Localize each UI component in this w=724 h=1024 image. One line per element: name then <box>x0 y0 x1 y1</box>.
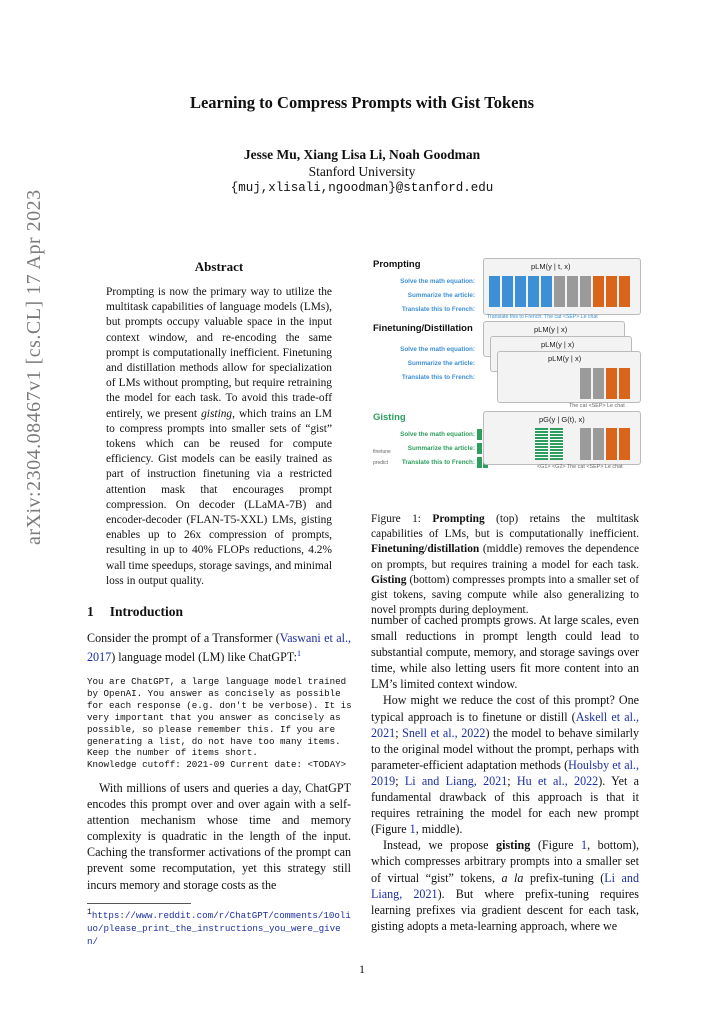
token-block <box>619 368 630 399</box>
author-list: Jesse Mu, Xiang Lisa Li, Noah Goodman <box>243 147 481 162</box>
token-block <box>528 276 539 307</box>
intro-paragraph-2: With millions of users and queries a day, ChatGPT encodes this prompt over and over again with a self-attention mechanism whose time and memory complexity is quadratic in the length of the input. Caching the transformer activations of the prompt can prevent some recomputation, yet this strategy still incurs memory and storage costs as the <box>87 781 351 892</box>
figure-caption: Figure 1: Prompting (top) retains the multitask capabilities of LMs, but is computationally inefficient. Finetuning/distillation (middle) removes the dependence on prompts, but requires training a model for each task. Gisting (bottom) compresses prompts into a smaller set of gist tokens, saving compute while also generalizing to novel prompts during deployment. <box>371 513 639 617</box>
citation-li-liang[interactable]: Li and Liang, 2021 <box>371 870 640 901</box>
token-block <box>606 428 617 460</box>
figure-section-gisting: Gisting <box>373 412 406 423</box>
sequence-ft: The cat <SEP> Le chat <box>569 403 625 409</box>
figure-prompt-math-ft: Solve the math equation: <box>400 346 475 353</box>
token-block <box>489 276 500 307</box>
figure-1 <box>371 253 639 503</box>
token-block <box>606 368 617 399</box>
token-block <box>567 276 578 307</box>
abstract-body: Prompting is now the primary way to utilize the multitask capabilities of language models (LMs), but prompts occupy valuable space in the input context window, and re-encoding the same prompt is computationally inefficient. Finetuning and distillation methods allow for specialization of LMs without prompting, but require retraining the model for each task. To avoid this trade-off entirely, we present gisting, which trains an LM to compress prompts into smaller sets of “gist” tokens which can be reused for compute efficiency. Gist models can be easily trained as part of instruction finetuning via a restricted attention mask that encourages prompt compression. On decoder (LLaMA-7B) and encoder-decoder (FLAN-T5-XXL) LMs, gisting enables up to 26x compression of prompts, resulting in up to 40% FLOPs reductions, 4.2% wall time speedups, storage savings, and minimal loss in output quality. <box>106 286 332 587</box>
figure-prompt-summarize-ft: Summarize the article: <box>407 360 475 367</box>
sequence-gist: <G1> <G2> The cat <SEP> Le chat <box>537 464 623 470</box>
figure-prompt-translate-ft: Translate this to French: <box>401 374 475 381</box>
token-block <box>502 276 513 307</box>
footnote-marker[interactable]: 1 <box>297 649 301 659</box>
affiliation: Stanford University <box>308 164 416 179</box>
token-block <box>606 276 617 307</box>
right-paragraph-3: Instead, we propose gisting (Figure 1, bottom), which compresses arbitrary prompts into a smaller set of virtual “gist” tokens, a la prefix-tuning (Li and Liang, 2021). But where prefix-tuning requires learning prefixes via gradient descent for each task, gisting adopts a meta-learning approach, where we <box>371 838 640 933</box>
token-block <box>580 276 591 307</box>
token-block <box>541 276 552 307</box>
token-block <box>580 428 591 460</box>
intro-paragraph-1: Consider the prompt of a Transformer (Vaswani et al., 2017) language model (LM) like ChatGPT:$^1$ <box>87 631 351 665</box>
figure-section-finetuning: Finetuning/Distillation <box>373 323 473 334</box>
formula-gist: pG(y | G(t), x) <box>539 415 585 424</box>
formula-ft-3: pLM(y | x) <box>548 354 582 363</box>
citation-houlsby[interactable]: Houlsby et al., 2019 <box>371 757 639 788</box>
footnote-link[interactable]: https://www.reddit.com/r/ChatGPT/comments/10oliuo/please_print_the_instructions_you_were_given/ <box>87 910 351 948</box>
footnote: $^1$https://www.reddit.com/r/ChatGPT/comments/10oliuo/please_print_the_instructions_you_were_given/ <box>87 908 351 948</box>
citation-li-liang[interactable]: Li and Liang, 2021 <box>404 773 508 788</box>
gist-activation <box>535 428 548 460</box>
token-block <box>593 428 604 460</box>
section-heading-introduction: 1 Introduction <box>87 604 184 619</box>
formula-ft-2: pLM(y | x) <box>541 340 575 349</box>
label-predict: predict <box>373 460 389 466</box>
figure-prompt-math: Solve the math equation: <box>400 278 475 285</box>
footnote-divider <box>87 903 191 904</box>
gist-token <box>477 457 482 468</box>
formula-prompting: pLM(y | t, x) <box>531 262 571 271</box>
citation-vaswani[interactable]: Vaswani et al., 2017 <box>87 631 351 665</box>
token-block <box>580 368 591 399</box>
right-paragraph-1: number of cached prompts grows. At large scales, even small reductions in prompt length could lead to substantial compute, memory, and storage savings over time, while also letting users fit more content into an LM’s limited context window. <box>371 613 639 692</box>
token-block <box>593 368 604 399</box>
sequence-prompting: Translate this to French: The cat <SEP> Le chat <box>487 314 598 320</box>
citation-hu[interactable]: Hu et al., 2022 <box>516 773 599 788</box>
token-block <box>619 276 630 307</box>
figure-ref[interactable]: 1 <box>409 822 416 837</box>
right-paragraph-2: How might we reduce the cost of this prompt? One typical approach is to finetune or distill (Askell et al., 2021; Snell et al., 2022) the model to behave similarly to the original model without the prompt, perhaps with parameter-efficient adaptation methods (Houlsby et al., 2019; Li and Liang, 2021; Hu et al., 2022). Yet a fundamental drawback of this approach is that it requires retraining the model for each new prompt (Figure 1, middle). <box>371 693 640 837</box>
token-block <box>554 276 565 307</box>
page-number: 1 <box>359 962 365 976</box>
label-finetune: finetune <box>373 449 391 455</box>
citation-askell[interactable]: Askell et al., 2021 <box>371 709 639 740</box>
figure-prompt-math-gist: Solve the math equation: <box>400 431 475 438</box>
chatgpt-prompt-text: You are ChatGPT, a large language model trained by OpenAI. You answer as concisely as possible for each response (e.g. don't be verbose). It is very important that you answer as concisely as possible, so please remember this. If you are generating a list, do not have too many items. Keep the number of items short. Knowledge cutoff: 2021-09 Current date: <TODAY> <box>87 676 352 771</box>
figure-prompt-summarize: Summarize the article: <box>407 292 475 299</box>
figure-ref[interactable]: 1 <box>581 838 588 853</box>
gist-token <box>477 429 482 440</box>
abstract-heading: Abstract <box>194 259 244 274</box>
citation-snell[interactable]: Snell et al., 2022 <box>402 725 486 740</box>
right-column-text <box>371 612 639 934</box>
email-address[interactable]: {muj,xlisali,ngoodman}@stanford.edu <box>230 181 494 195</box>
arxiv-identifier: arXiv:2304.08467v1 [cs.CL] 17 Apr 2023 <box>23 189 45 545</box>
formula-ft-1: pLM(y | x) <box>534 325 568 334</box>
paper-title: Learning to Compress Prompts with Gist Tokens <box>189 93 535 112</box>
gist-token <box>477 443 482 454</box>
token-block <box>593 276 604 307</box>
figure-prompt-translate: Translate this to French: <box>401 306 475 313</box>
token-block <box>619 428 630 460</box>
gist-activation <box>550 428 563 460</box>
figure-prompt-translate-gist: Translate this to French: <box>401 459 475 466</box>
token-block <box>515 276 526 307</box>
figure-prompt-summarize-gist: Summarize the article: <box>407 445 475 452</box>
figure-section-prompting: Prompting <box>373 259 421 270</box>
